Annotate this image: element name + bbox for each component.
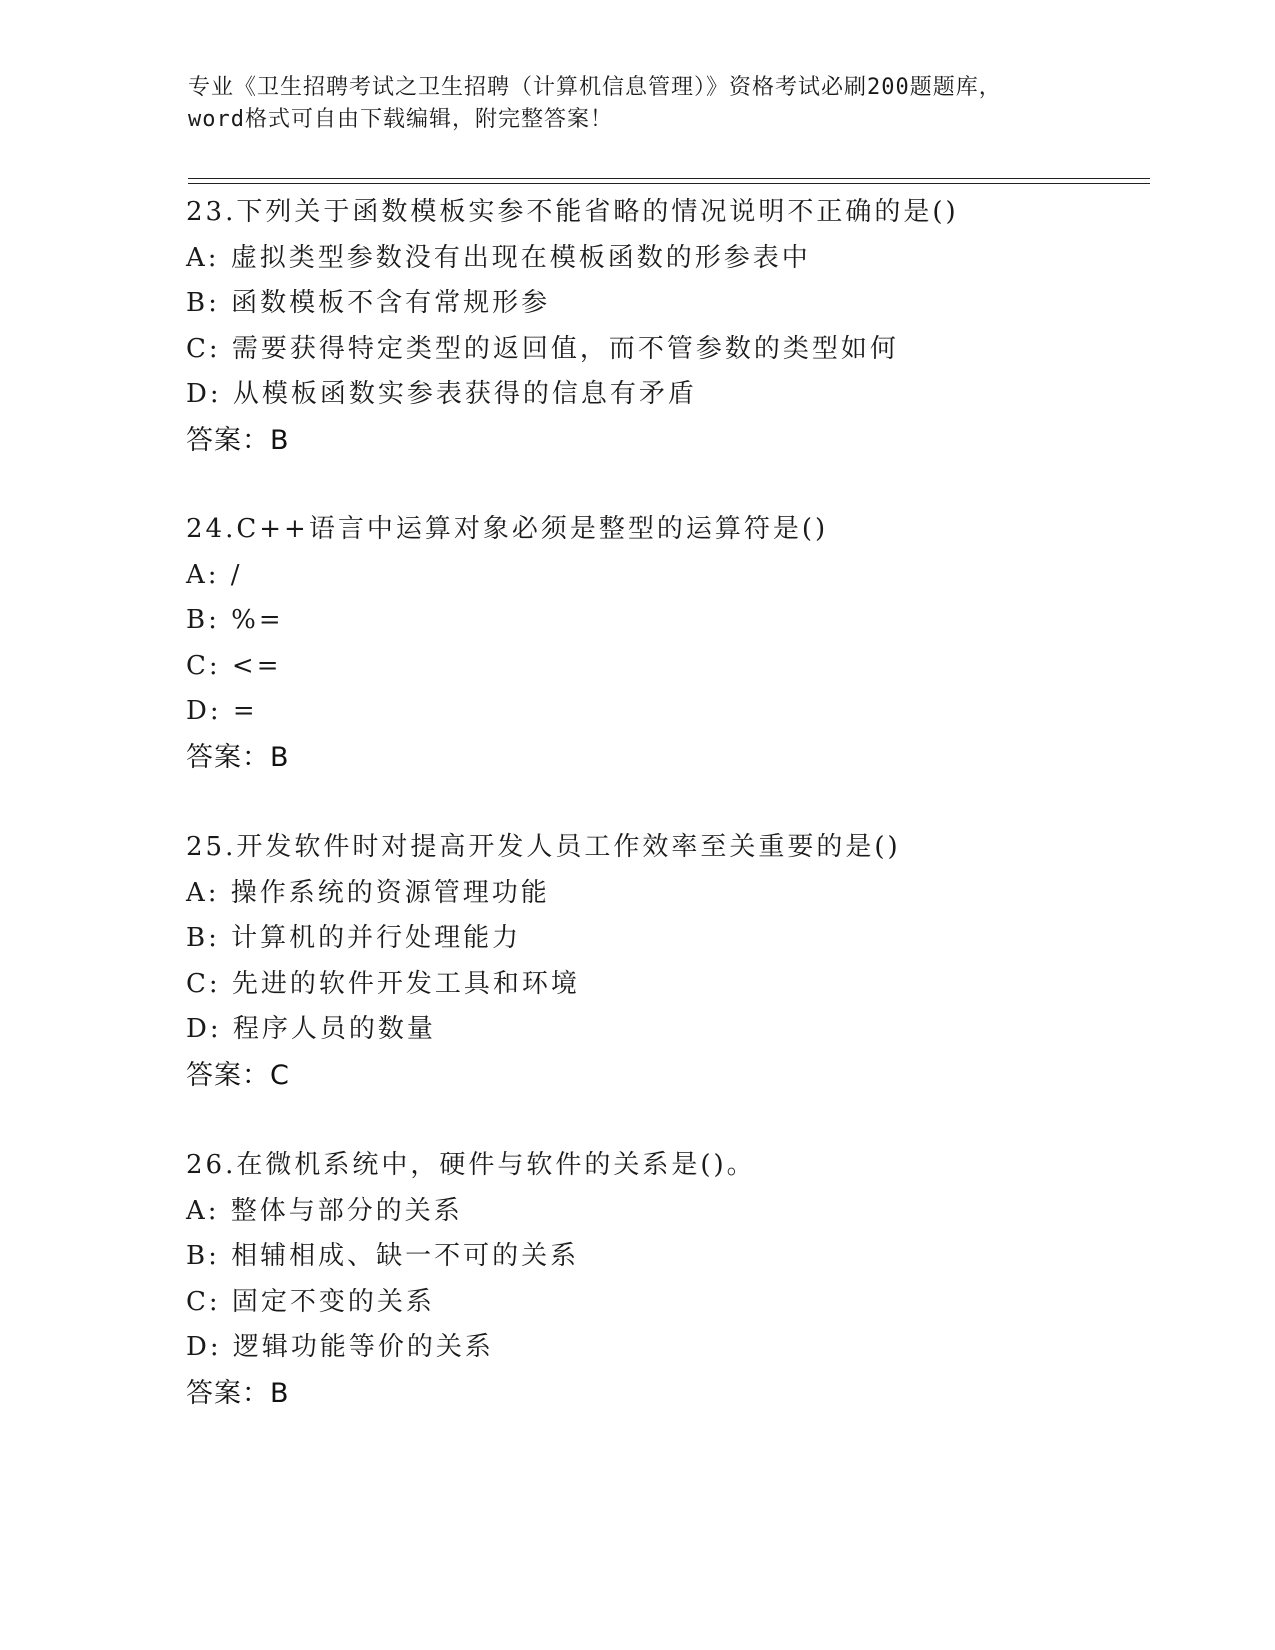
- question-stem: 25.开发软件时对提高开发人员工作效率至关重要的是(): [186, 832, 901, 862]
- option-d: D: 从模板函数实参表获得的信息有矛盾: [186, 379, 697, 409]
- option-c: C: 需要获得特定类型的返回值，而不管参数的类型如何: [186, 333, 899, 364]
- option-b: B: %=: [186, 605, 284, 635]
- answer-line: 答案：B: [186, 741, 290, 773]
- answer-line: 答案：B: [186, 1377, 290, 1409]
- option-b: B: 函数模板不含有常规形参: [186, 288, 551, 318]
- option-a: A: 操作系统的资源管理功能: [186, 877, 550, 908]
- question-block: [186, 507, 1146, 780]
- option-d: D: 程序人员的数量: [186, 1014, 436, 1044]
- question-block: [186, 190, 1146, 463]
- answer-line: 答案：C: [186, 1059, 290, 1091]
- header-line-2: word格式可自由下载编辑，附完整答案！: [188, 107, 613, 132]
- option-c: C: <=: [186, 650, 282, 681]
- option-a: A: /: [186, 559, 243, 590]
- option-b: B: 相辅相成、缺一不可的关系: [186, 1241, 580, 1271]
- option-d: D: =: [186, 696, 258, 726]
- question-block: [186, 825, 1146, 1098]
- header-divider-top: [188, 178, 1150, 179]
- question-stem: 24.C++语言中运算对象必须是整型的运算符是(): [186, 514, 829, 544]
- question-stem: 23.下列关于函数模板实参不能省略的情况说明不正确的是(): [186, 197, 959, 227]
- question-block: [186, 1143, 1146, 1416]
- option-a: A: 整体与部分的关系: [186, 1195, 463, 1226]
- option-c: C: 固定不变的关系: [186, 1286, 435, 1317]
- answer-line: 答案：B: [186, 424, 290, 456]
- option-b: B: 计算机的并行处理能力: [186, 923, 522, 953]
- header-line-1: 专业《卫生招聘考试之卫生招聘（计算机信息管理）》资格考试必刷200题题库，: [188, 75, 1002, 100]
- option-d: D: 逻辑功能等价的关系: [186, 1332, 494, 1362]
- question-stem: 26.在微机系统中，硬件与软件的关系是()。: [186, 1150, 756, 1180]
- option-a: A: 虚拟类型参数没有出现在模板函数的形参表中: [186, 242, 811, 273]
- header-divider-bottom: [188, 183, 1150, 184]
- option-c: C: 先进的软件开发工具和环境: [186, 968, 580, 999]
- document-header: [188, 72, 1088, 136]
